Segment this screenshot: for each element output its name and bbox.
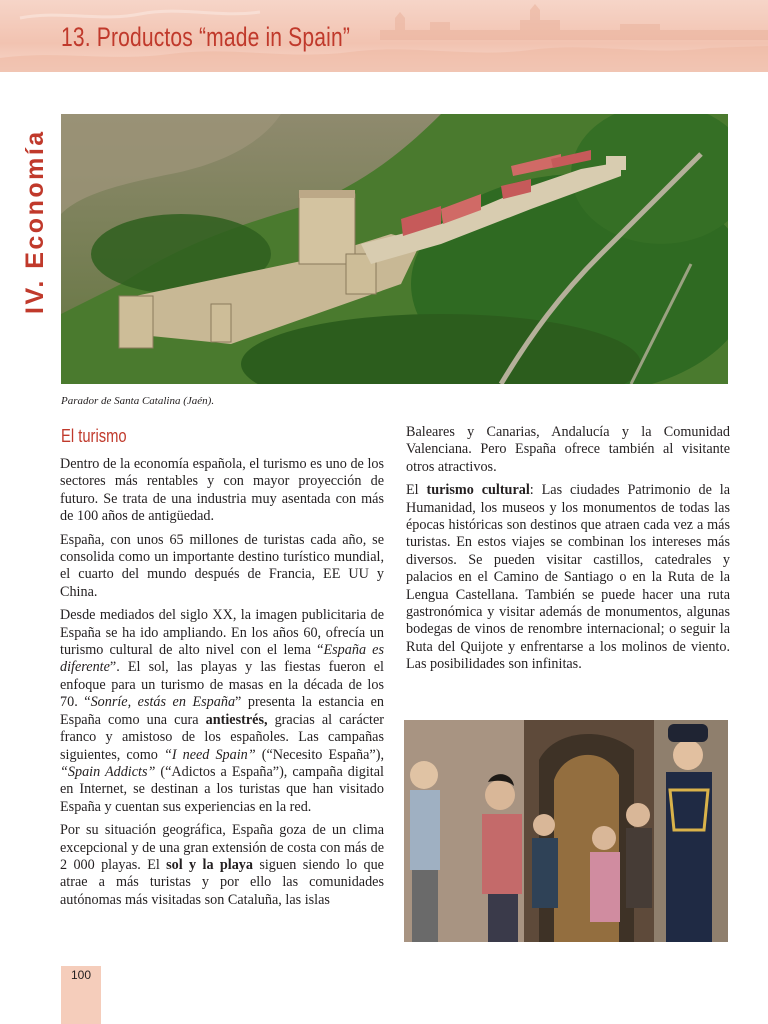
- page-number-tab: [61, 966, 101, 1024]
- parador-photo: [61, 114, 728, 384]
- page-header: [0, 0, 768, 72]
- section-label: IV. Economía: [21, 129, 49, 314]
- paragraph: Desde mediados del siglo XX, la imagen publicitaria de España se ha ido ampliando. En los años 60, ofrecía un turismo cultural de alto nivel con el lema “España es diferente”. El sol, las playas y las fiestas fueron el enfoque para un turismo de masas en la década de los 70. “Sonríe, estás en España” presenta la estancia en España como una cura antiestrés, gracias al carácter franco y amistoso de los españoles. Las campañas siguientes, como “I need Spain” (“Necesito España”), “Spain Addicts” (“Adictos a España”), campaña digital en Internet, se destinan a los turistas que han visitado España y cuentan sus experiencias en la red.: [60, 607, 384, 815]
- page-number: 100: [70, 968, 92, 982]
- section-side-label: [20, 114, 50, 314]
- photo-caption: Parador de Santa Catalina (Jaén).: [61, 395, 215, 407]
- paragraph: Baleares y Canarias, Andalucía y la Comunidad Valenciana. Pero España ofrece también al visitante otros atractivos.: [406, 424, 730, 475]
- right-column: [406, 424, 730, 680]
- paragraph: Por su situación geográfica, España goza de un clima excepcional y de una gran extensión de costa con más de 2 000 playas. El sol y la playa siguen siendo lo que atrae a más turistas y por ello las comunidades autónomas más visitadas son Cataluña, las islas: [60, 822, 384, 908]
- left-column: [60, 456, 384, 915]
- section-heading: El turismo: [61, 426, 127, 446]
- tourists-photo: [404, 720, 728, 942]
- paragraph: Dentro de la economía española, el turismo es uno de los sectores más rentables y con mayor proyección de futuro. Se trata de una industria muy asentada con más de 100 años de antigüedad.: [60, 456, 384, 525]
- paragraph: El turismo cultural: Las ciudades Patrimonio de la Humanidad, los museos y los monumentos de todas las épocas históricas son destinos que atraen cada vez a más turistas. En estos viajes se combinan los intereses más diversos. Se pueden visitar castillos, catedrales y palacios en el Camino de Santiago o en la Ruta de la Lengua Castellana. También se puede hacer una ruta gastronómica y visitar además de monumentos, algunas bodegas de vinos de renombre internacional; o seguir la Ruta del Quijote y enfrentarse a los molinos de viento. Las posibilidades son infinitas.: [406, 482, 731, 673]
- paragraph: España, con unos 65 millones de turistas cada año, se consolida como un importante destino turístico mundial, el cuarto del mundo después de Francia, EE UU y China.: [60, 531, 384, 600]
- chapter-title: 13. Productos “made in Spain”: [61, 22, 350, 52]
